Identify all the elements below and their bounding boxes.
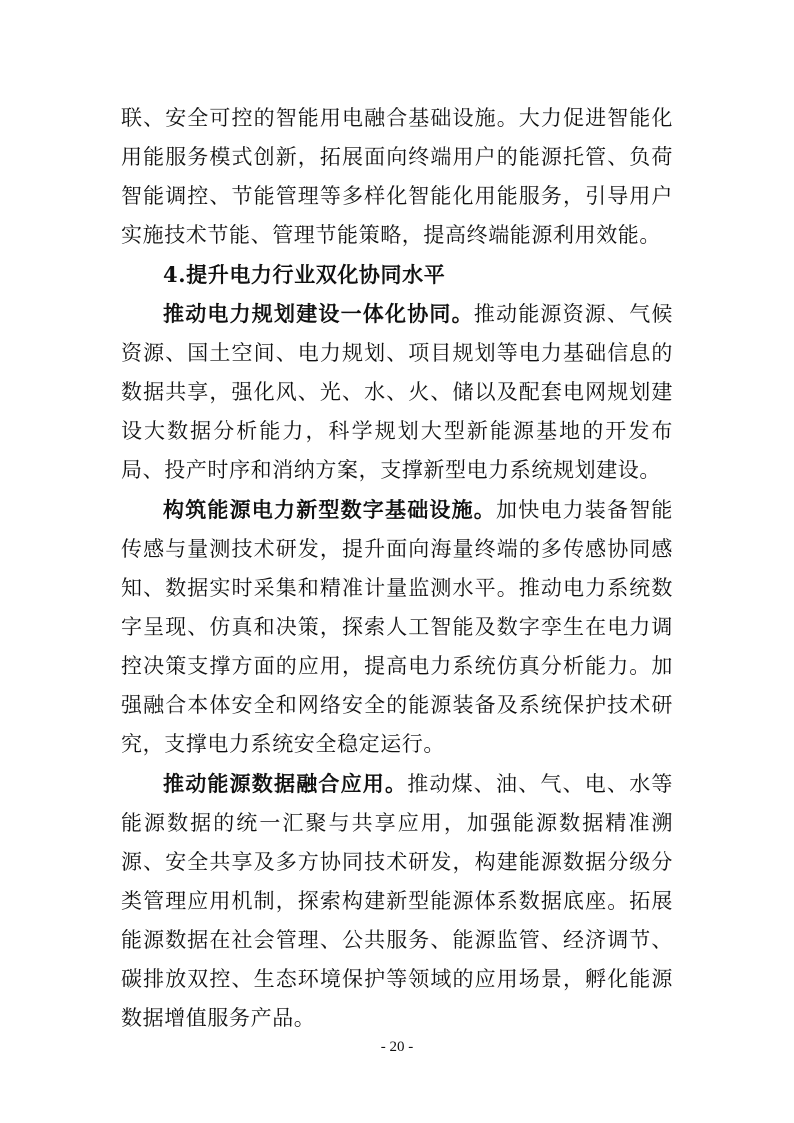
paragraph-lead: 构筑能源电力新型数字基础设施。: [163, 497, 496, 522]
paragraph-planning: [121, 294, 673, 490]
paragraph-text: 推动能源资源、气候资源、国土空间、电力规划、项目规划等电力基础信息的数据共享，强化风、光、水、火、储以及配套电网规划建设大数据分析能力，科学规划大型新能源基地的开发布局、投产时序和消纳方案，支撑新型电力系统规划建设。: [121, 302, 673, 482]
paragraph-lead: 推动电力规划建设一体化协同。: [163, 301, 474, 326]
paragraph-text: 联、安全可控的智能用电融合基础设施。大力促进智能化用能服务模式创新，拓展面向终端用户的能源托管、负荷智能调控、节能管理等多样化智能化用能服务，引导用户实施技术节能、管理节能策略，提高终端能源利用效能。: [121, 106, 673, 247]
paragraph-infrastructure: [121, 490, 673, 764]
section-heading: 4.提升电力行业双化协同水平: [163, 262, 446, 287]
paragraph-text: 加快电力装备智能传感与量测技术研发，提升面向海量终端的多传感协同感知、数据实时采集和精准计量监测水平。推动电力系统数字呈现、仿真和决策，探索人工智能及数字孪生在电力调控决策支撑方面的应用，提高电力系统仿真分析能力。加强融合本体安全和网络安全的能源装备及系统保护技术研究，支撑电力系统安全稳定运行。: [121, 498, 673, 756]
paragraph-text: 推动煤、油、气、电、水等能源数据的统一汇聚与共享应用，加强能源数据精准溯源、安全共享及多方协同技术研发，构建能源数据分级分类管理应用机制，探索构建新型能源体系数据底座。拓展能源数据在社会管理、公共服务、能源监管、经济调节、碳排放双控、生态环境保护等领域的应用场景，孵化能源数据增值服务产品。: [121, 772, 673, 1030]
page-number: - 20 -: [380, 1039, 414, 1055]
paragraph-continuation: [121, 99, 673, 255]
document-body: [121, 99, 673, 1038]
paragraph-lead: 推动能源数据融合应用。: [163, 771, 408, 796]
paragraph-data-fusion: [121, 764, 673, 1038]
